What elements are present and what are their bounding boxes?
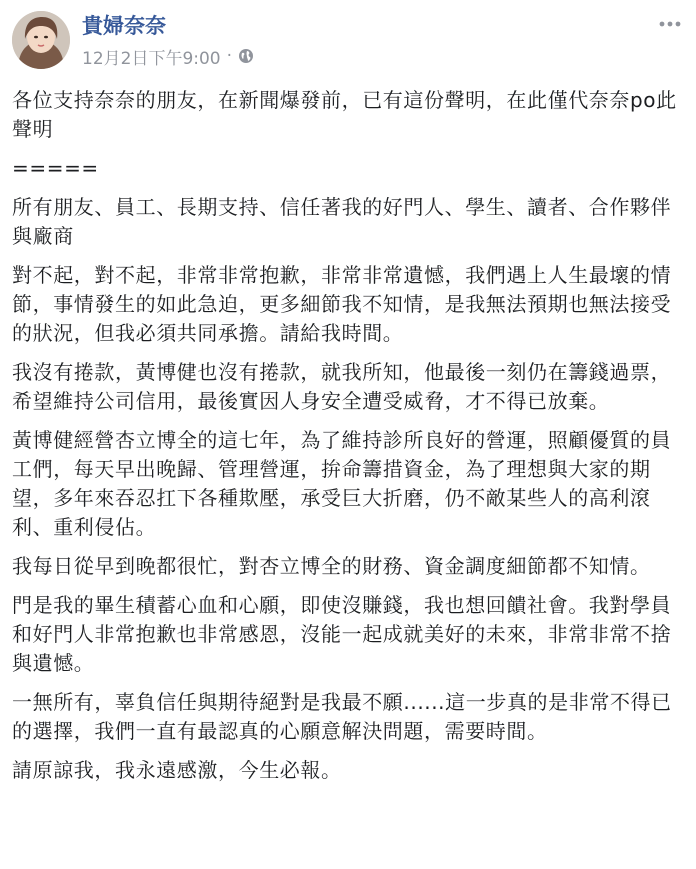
post-paragraph: 我每日從早到晚都很忙，對杏立博全的財務、資金調度細節都不知情。 [12, 554, 651, 578]
post-paragraph: 我沒有捲款，黃博健也沒有捲款，就我所知，他最後一刻仍在籌錢過票，希望維持公司信用，最後實因人身安全遭受威脅，才不得已放棄。 [12, 360, 672, 413]
post-timestamp[interactable]: 12月2日下午9:00 [82, 48, 221, 69]
post-paragraph: ===== [12, 156, 99, 180]
post-paragraph: 對不起，對不起，非常非常抱歉，非常非常遺憾，我們遇上人生最壞的情節，事情發生的如此急迫，更多細節我不知情，是我無法預期也無法接受的狀況，但我必須共同承擔。請給我時間。 [12, 263, 672, 345]
globe-icon[interactable] [238, 48, 254, 64]
author-avatar[interactable] [12, 11, 70, 69]
meta-separator: · [226, 46, 233, 66]
post-paragraph: 一無所有，辜負信任與期待絕對是我最不願......這一步真的是非常不得已的選擇，我們一直有最認真的心願意解決問題，需要時間。 [12, 690, 672, 743]
post-body [12, 86, 688, 795]
post-meta [82, 44, 254, 68]
post-paragraph: 各位支持奈奈的朋友，在新聞爆發前，已有這份聲明，在此僅代奈奈po此聲明 [12, 88, 677, 141]
post-paragraph: 黃博健經營杏立博全的這七年，為了維持診所良好的營運，照顧優質的員工們，每天早出晚歸、管理營運，拚命籌措資金，為了理想與大家的期望，多年來吞忍扛下各種欺壓，承受巨大折磨，仍不敵某些人的高利滾利、重利侵佔。 [12, 428, 672, 539]
post-paragraph: 請原諒我，我永遠感激，今生必報。 [12, 758, 342, 782]
more-options-icon[interactable] [654, 12, 686, 36]
post-paragraph: 門是我的畢生積蓄心血和心願，即使沒賺錢，我也想回饋社會。我對學員和好門人非常抱歉也非常感恩，沒能一起成就美好的未來，非常非常不捨與遺憾。 [12, 593, 672, 675]
author-name[interactable]: 貴婦奈奈 [82, 14, 166, 38]
post-paragraph: 所有朋友、員工、長期支持、信任著我的好門人、學生、讀者、合作夥伴與廠商 [12, 195, 672, 248]
avatar-image [12, 11, 70, 69]
post-header [0, 0, 696, 78]
